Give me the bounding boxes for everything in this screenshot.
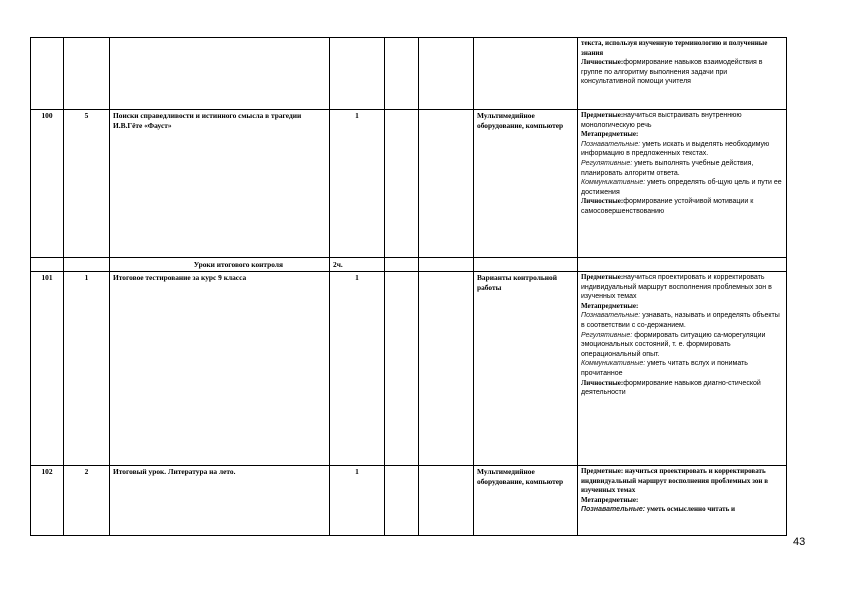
lesson-in-unit-number: 1 <box>64 272 110 466</box>
lesson-topic: Поиски справедливости и истинного смысла в трагедии И.В.Гёте «Фауст» <box>110 110 330 258</box>
result-item <box>581 178 783 197</box>
result-subcategory-label: Регулятивные: <box>581 159 633 167</box>
lesson-hours: 1 <box>330 272 385 466</box>
section-hours: 2ч. <box>330 258 385 272</box>
section-spacer <box>474 258 578 272</box>
result-text: уметь выполнять учебные действия, планировать алгоритм ответа. <box>581 159 754 177</box>
section-spacer <box>31 258 64 272</box>
result-text: формирование устойчивой мотивации к самосовершенствованию <box>581 198 754 215</box>
result-text: научиться выстраивать внутреннюю монологическую речь <box>581 112 742 129</box>
result-text: уметь определять об-щую цель и пути ее достижения <box>581 179 782 196</box>
section-spacer <box>578 258 787 272</box>
result-item <box>581 311 783 330</box>
empty-date-cell <box>419 38 474 110</box>
result-text: формирование навыков диагно-стической деятельности <box>581 379 761 397</box>
result-text: формировать ситуацию са-морегуляции эмоциональных состояний, т. е. формировать операциональный опыт. <box>581 331 766 358</box>
table-row <box>31 110 787 258</box>
result-subcategory-label: Регулятивные: <box>581 331 633 339</box>
empty-date-cell <box>385 466 419 536</box>
result-item <box>581 130 783 140</box>
lesson-hours: 1 <box>330 110 385 258</box>
result-text: формирование навыков взаимодействия в группе по алгоритму выполнения задачи при консультативной помощи учителя <box>581 59 763 86</box>
result-category-label: Метапредметные: <box>581 301 639 310</box>
lesson-equipment: Мультимедийное оборудование, компьютер <box>474 110 578 258</box>
result-subcategory-label: Познавательные: <box>581 506 646 514</box>
result-category-label: Предметные: <box>581 273 624 281</box>
result-category-label: Личностные: <box>581 197 624 206</box>
lesson-number: 100 <box>31 110 64 258</box>
planned-results <box>578 466 787 536</box>
result-item <box>581 496 783 506</box>
empty-date-cell <box>419 466 474 536</box>
lesson-number <box>31 38 64 110</box>
result-text: уметь искать и выделять необходимую информацию в предложенных текстах. <box>581 140 770 158</box>
result-text: уметь осмысленно читать и <box>645 505 736 514</box>
empty-date-cell <box>385 38 419 110</box>
planned-results <box>578 110 787 258</box>
result-item <box>581 111 783 130</box>
lesson-topic: Итоговый урок. Литература на лето. <box>110 466 330 536</box>
result-text: текста, используя изученную терминологию и полученные знания <box>581 39 768 57</box>
section-title: Уроки итогового контроля <box>110 258 330 272</box>
lesson-hours <box>330 38 385 110</box>
lesson-number: 101 <box>31 272 64 466</box>
result-category-label: Метапредметные: <box>581 495 639 504</box>
result-item <box>581 467 783 496</box>
lesson-in-unit-number <box>64 38 110 110</box>
result-item <box>581 302 783 312</box>
empty-date-cell <box>385 272 419 466</box>
result-item <box>581 58 783 87</box>
planned-results <box>578 38 787 110</box>
result-subcategory-label: Коммуникативные: <box>581 179 646 187</box>
table-row <box>31 38 787 110</box>
result-subcategory-label: Коммуникативные: <box>581 360 646 368</box>
section-row <box>31 258 787 272</box>
result-category-label: Предметные: <box>581 111 624 119</box>
lesson-in-unit-number: 5 <box>64 110 110 258</box>
page-number: 43 <box>793 536 806 548</box>
table-body <box>31 38 787 536</box>
lesson-hours: 1 <box>330 466 385 536</box>
table-row <box>31 272 787 466</box>
section-spacer <box>419 258 474 272</box>
lesson-equipment <box>474 38 578 110</box>
lesson-plan-table-wrapper <box>30 37 786 536</box>
result-category-label: Личностные: <box>581 58 624 67</box>
empty-date-cell <box>385 110 419 258</box>
result-category-label: Личностные: <box>581 378 624 387</box>
result-item <box>581 159 783 178</box>
result-text: научиться проектировать и корректировать индивидуальный маршрут восполнения проблемных зон в изученных темах <box>581 467 768 495</box>
result-item <box>581 273 783 302</box>
result-item <box>581 197 783 216</box>
lesson-topic: Итоговое тестирование за курс 9 класса <box>110 272 330 466</box>
lesson-topic <box>110 38 330 110</box>
lesson-equipment: Мультимедийное оборудование, компьютер <box>474 466 578 536</box>
planned-results <box>578 272 787 466</box>
lesson-in-unit-number: 2 <box>64 466 110 536</box>
result-text: уметь читать вслух и понимать прочитанное <box>581 360 748 377</box>
result-subcategory-label: Познавательные: <box>581 140 641 148</box>
result-subcategory-label: Познавательные: <box>581 312 641 320</box>
table-row <box>31 466 787 536</box>
section-spacer <box>385 258 419 272</box>
result-item <box>581 505 783 515</box>
section-spacer <box>64 258 110 272</box>
lesson-plan-table <box>30 37 787 536</box>
result-item <box>581 140 783 159</box>
result-category-label: Предметные: <box>581 467 624 475</box>
result-item <box>581 379 783 398</box>
result-text: узнавать, называть и определять объекты в соответствии с со-держанием. <box>581 312 780 329</box>
result-item <box>581 39 783 58</box>
result-category-label: Метапредметные: <box>581 130 639 139</box>
lesson-number: 102 <box>31 466 64 536</box>
result-text: научиться проектировать и корректировать индивидуальный маршрут восполнения проблемных зон в изученных темах <box>581 274 772 301</box>
empty-date-cell <box>419 110 474 258</box>
empty-date-cell <box>419 272 474 466</box>
result-item <box>581 331 783 360</box>
lesson-equipment: Варианты контрольной работы <box>474 272 578 466</box>
result-item <box>581 359 783 378</box>
